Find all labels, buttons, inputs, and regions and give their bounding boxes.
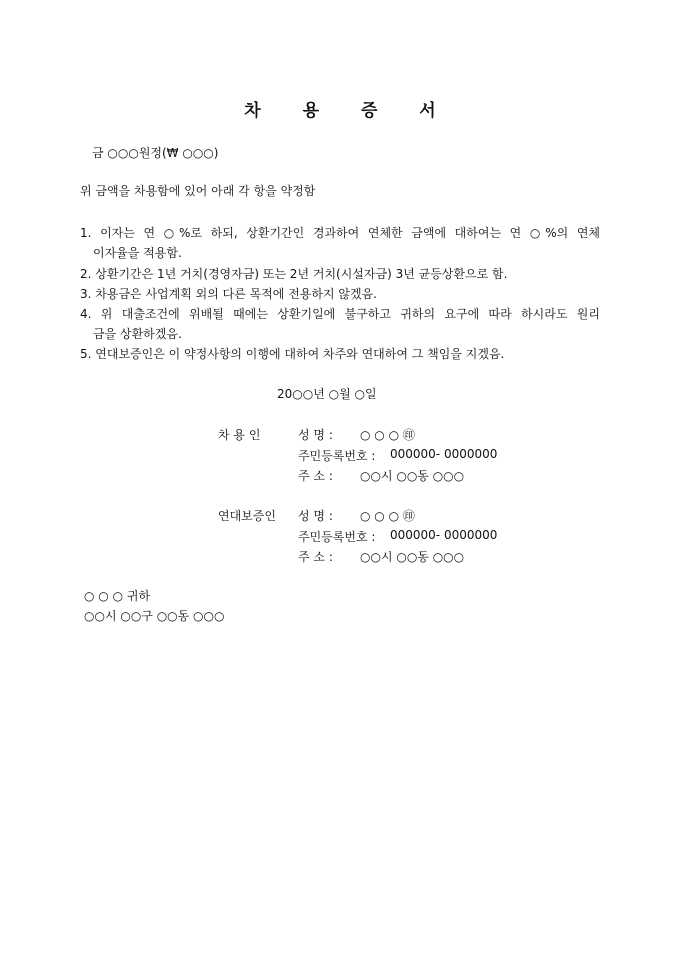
document-date: 20○○년 ○월 ○일 (277, 387, 377, 401)
borrower-id-value: 000000- 0000000 (390, 447, 498, 461)
recipient-name: ○ ○ ○ 귀하 (84, 589, 151, 603)
guarantor-address-value: ○○시 ○○동 ○○○ (360, 550, 465, 564)
document-title: 차 용 증 서 (244, 101, 454, 121)
guarantor-role: 연대보증인 (218, 509, 276, 523)
guarantor-address-label: 주 소 : (298, 550, 333, 564)
clause-3: 3. 차용금은 사업계획 외의 다른 목적에 전용하지 않겠음. (80, 287, 377, 301)
clause-5: 5. 연대보증인은 이 약정사항의 이행에 대하여 차주와 연대하여 그 책임을 지겠음. (80, 347, 505, 361)
borrower-address-value: ○○시 ○○동 ○○○ (360, 469, 465, 483)
clause-4 (80, 305, 600, 322)
recipient-address: ○○시 ○○구 ○○동 ○○○ (84, 609, 225, 623)
clause-4-continuation: 금을 상환하겠음. (93, 327, 182, 341)
intro-text: 위 금액을 차용함에 있어 아래 각 항을 약정함 (80, 184, 316, 198)
clause-4-line-1: 4. 위 대출조건에 위배될 때에는 상환기일에 불구하고 귀하의 요구에 따라 하시라도 원리 (80, 307, 600, 321)
amount-line: 금 ○○○원정(₩ ○○○) (92, 146, 219, 160)
borrower-name-label: 성 명 : (298, 428, 333, 442)
guarantor-id-value: 000000- 0000000 (390, 528, 498, 542)
clause-2: 2. 상환기간은 1년 거치(경영자금) 또는 2년 거치(시설자금) 3년 균등상환으로 함. (80, 267, 508, 281)
borrower-address-label: 주 소 : (298, 469, 333, 483)
borrower-id-label: 주민등록번호 : (298, 449, 376, 463)
guarantor-id-label: 주민등록번호 : (298, 530, 376, 544)
clause-1 (80, 224, 600, 241)
guarantor-name-value: ○ ○ ○ ㊞ (360, 509, 415, 523)
clause-1-continuation: 이자율을 적용함. (93, 246, 182, 260)
guarantor-name-label: 성 명 : (298, 509, 333, 523)
clause-1-line-1: 1. 이자는 연 ○%로 하되, 상환기간인 경과하여 연체한 금액에 대하여는 연 ○%의 연체 (80, 226, 600, 240)
borrower-role: 차 용 인 (218, 428, 261, 442)
borrower-name-value: ○ ○ ○ ㊞ (360, 428, 415, 442)
